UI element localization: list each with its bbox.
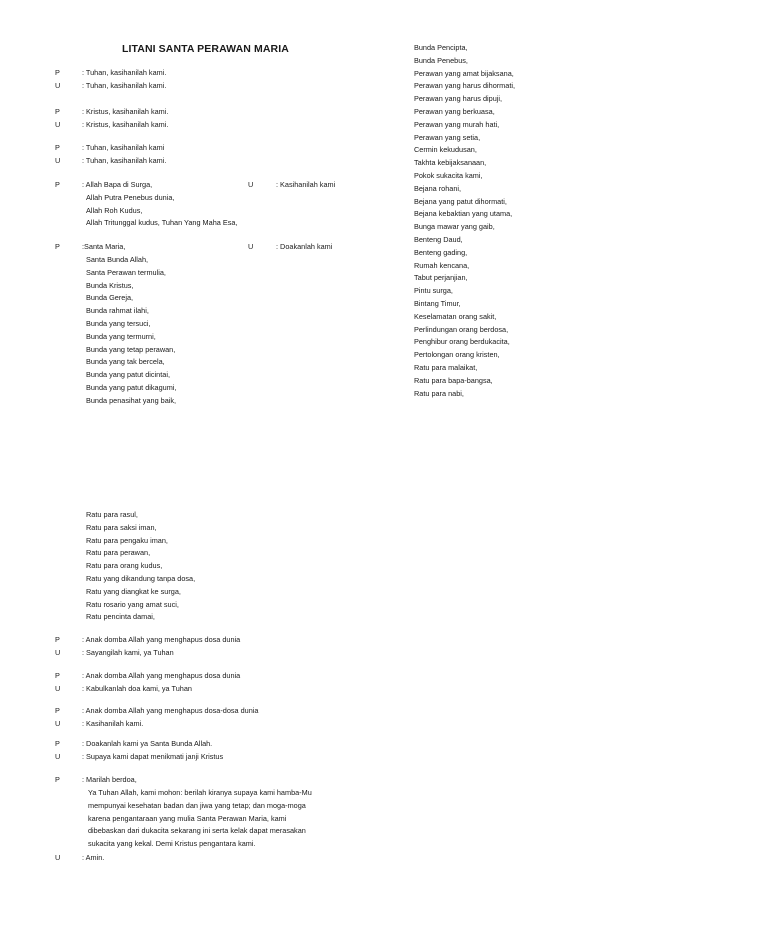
speaker-label: U [248,242,254,251]
prayer-line: sukacita yang kekal. Demi Kristus pengantara kami. [88,839,256,849]
litany-line: Perawan yang amat bijaksana, [414,68,514,78]
speaker-label: P [55,242,60,251]
litany-line: Perlindungan orang berdosa, [414,324,509,334]
litany-line: Rumah kencana, [414,260,470,270]
litany-line: Benteng gading, [414,247,468,257]
litany-line: : Tuhan, kasihanilah kami. [82,81,167,90]
litany-line: Ratu para perawan, [86,548,151,558]
litany-line: Ratu pencinta damai, [86,612,155,622]
litany-line: Bunda Penebus, [414,55,468,65]
litany-line: Ratu yang diangkat ke surga, [86,586,181,596]
response-line: : Supaya kami dapat menikmati janji Kristus [82,752,224,761]
litany-line: Tabut perjanjian, [414,273,468,283]
mary-invocations [86,254,176,408]
prayer-line: karena pengantaraan yang mulia Santa Perawan Maria, kami [88,813,287,823]
speaker-label: U [55,156,61,165]
litany-line: Bunda yang termurni, [86,331,156,341]
litany-line: Allah Tritunggal kudus, Tuhan Yang Maha Esa, [86,218,238,227]
litany-line: Bunda yang tetap perawan, [86,344,176,354]
speaker-label: P [55,635,60,644]
speaker-label: P [55,671,60,680]
response-line: : Doakanlah kami [276,242,333,251]
prayer-line: dibebaskan dari dukacita sekarang ini serta kelak dapat merasakan [88,826,306,836]
speaker-label: U [55,648,61,657]
queen-invocations [86,509,195,624]
right-column-invocations [414,42,515,400]
litany-line: Ratu para bapa-bangsa, [414,375,493,385]
litany-line: Bejana yang patut dihormati, [414,196,507,206]
litany-line: Bejana rohani, [414,183,462,193]
response-line: : Sayangilah kami, ya Tuhan [82,648,174,657]
speaker-label: P [55,739,60,748]
litany-line: : Doakanlah kami ya Santa Bunda Allah. [82,739,213,748]
litany-line: : Allah Bapa di Surga, [82,180,153,189]
litany-line: : Tuhan, kasihanilah kami [82,143,165,152]
speaker-label: P [55,775,60,784]
litany-line: Bunda penasihat yang baik, [86,395,177,405]
litany-line: Ratu rosario yang amat suci, [86,599,179,609]
litany-line: Bunda yang patut dikagumi, [86,382,177,392]
litany-line: Bunda rahmat ilahi, [86,306,149,316]
response-line: : Kasihanilah kami [276,180,336,189]
speaker-label: U [55,719,61,728]
closing-prayer [88,787,312,851]
speaker-label: U [248,180,254,189]
litany-line: Cermin kekudusan, [414,145,477,155]
litany-line: Pertolongan orang kristen, [414,350,500,360]
litany-line: Ratu para orang kudus, [86,561,163,571]
prayer-line: mempunyai kesehatan badan dan jiwa yang tetap; dan moga-moga [88,800,306,810]
speaker-label: P [55,68,60,77]
litany-line: Ratu para malaikat, [414,362,478,372]
response-line: : Kabulkanlah doa kami, ya Tuhan [82,684,192,693]
speaker-label: U [55,853,61,862]
litany-line: Bunda Gereja, [86,293,134,303]
litany-line: : Anak domba Allah yang menghapus dosa dunia [82,671,241,680]
litany-line: Bunda Kristus, [86,280,134,290]
litany-line: Bintang Timur, [414,298,461,308]
litany-line: : Anak domba Allah yang menghapus dosa-dosa dunia [82,706,259,715]
speaker-label: P [55,107,60,116]
litany-line: Ratu yang dikandung tanpa dosa, [86,573,196,583]
litany-line: Bunda yang tersuci, [86,318,151,328]
litany-line: Pokok sukacita kami, [414,170,483,180]
litany-line: Perawan yang harus dipuji, [414,94,503,104]
litany-line: Bunda yang patut dicintai, [86,370,170,380]
litany-line: : Kristus, kasihanilah kami. [82,120,169,129]
litany-line: Perawan yang berkuasa, [414,106,495,116]
litany-line: Perawan yang murah hati, [414,119,500,129]
litany-line: Ratu para pengaku iman, [86,535,168,545]
speaker-label: P [55,180,60,189]
litany-line: Perawan yang setia, [414,132,481,142]
litany-line: Ratu para nabi, [414,388,464,398]
litany-line: Takhta kebijaksanaan, [414,158,487,168]
litany-line: :Santa Maria, [82,242,126,251]
speaker-label: U [55,684,61,693]
litany-line: Keselamatan orang sakit, [414,311,497,321]
litany-line: : Kristus, kasihanilah kami. [82,107,169,116]
litany-line: Allah Putra Penebus dunia, [86,193,175,202]
litany-line: Santa Perawan termulia, [86,267,166,277]
litany-line: Bejana kebaktian yang utama, [414,209,513,219]
litany-line: Penghibur orang berdukacita, [414,337,510,347]
speaker-label: P [55,143,60,152]
litany-line: Bunda Pencipta, [414,43,468,52]
speaker-label: U [55,120,61,129]
response-line: : Amin. [82,853,105,862]
litany-line: Bunga mawar yang gaib, [414,222,495,232]
litany-line: : Tuhan, kasihanilah kami. [82,68,167,77]
speaker-label: U [55,81,61,90]
litany-line: : Anak domba Allah yang menghapus dosa dunia [82,635,241,644]
litany-line: Allah Roh Kudus, [86,206,143,215]
page-title: LITANI SANTA PERAWAN MARIA [122,43,289,55]
litany-line: Ratu para saksi iman, [86,522,157,532]
litany-line: Perawan yang harus dihormati, [414,81,515,91]
response-line: : Kasihanilah kami. [82,719,144,728]
speaker-label: P [55,706,60,715]
prayer-heading: : Marilah berdoa, [82,775,137,784]
litany-line: : Tuhan, kasihanilah kami. [82,156,167,165]
litany-line: Santa Bunda Allah, [86,255,149,264]
litany-line: Bunda yang tak bercela, [86,357,165,367]
litany-line: Pintu surga, [414,286,453,296]
litany-line: Benteng Daud, [414,234,463,244]
prayer-line: Ya Tuhan Allah, kami mohon: berilah kiranya supaya kami hamba-Mu [88,788,312,797]
litany-line: Ratu para rasul, [86,510,138,519]
speaker-label: U [55,752,61,761]
